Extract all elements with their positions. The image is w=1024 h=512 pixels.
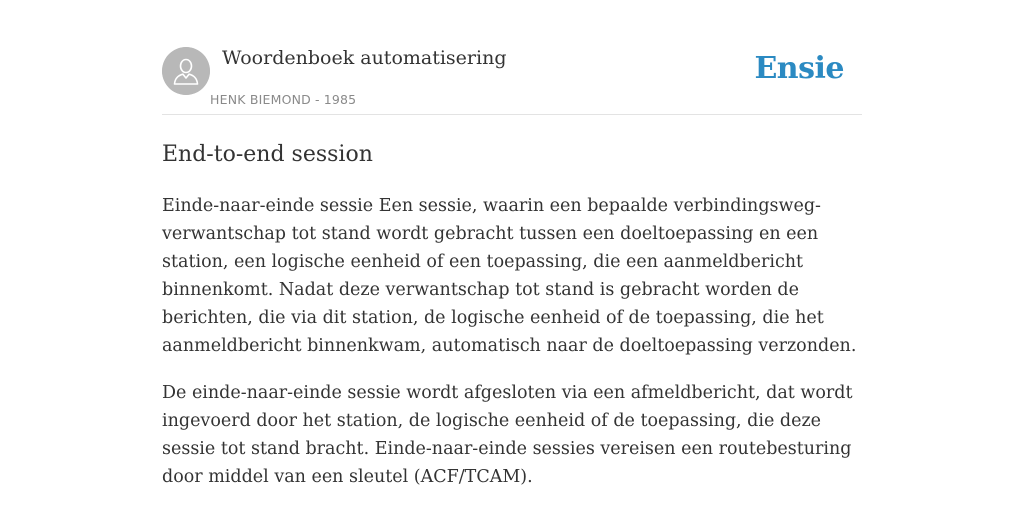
book-title[interactable]: Woordenboek automatisering (222, 47, 507, 69)
user-avatar-icon (162, 47, 210, 95)
brand-logo[interactable]: Ensie (754, 51, 844, 86)
entry-paragraph: Einde-naar-einde sessie Een sessie, waarin een bepaalde verbindingsweg-verwantschap tot stand wordt gebracht tussen een doeltoepassing en een station, een logische eenheid of een toepassing, die een aanmeldbericht binnenkomt. Nadat deze verwantschap tot stand is gebracht worden de berichten, die via dit station, de logische eenheid of de toepassing, die het aanmeldbericht binnenkwam, automatisch naar de doeltoepassing verzonden. (162, 196, 857, 356)
author-name[interactable]: HENK BIEMOND (210, 92, 311, 107)
byline-separator: - (314, 92, 320, 107)
entry-content (162, 192, 874, 510)
entry-title: End-to-end session (162, 142, 373, 167)
entry-paragraph: De einde-naar-einde sessie wordt afgesloten via een afmeldbericht, dat wordt ingevoerd door het station, de logische eenheid of de toepassing, die deze sessie tot stand bracht. Einde-naar-einde sessies vereisen een routebesturing door middel van een sleutel (ACF/TCAM). (162, 383, 853, 487)
byline (210, 92, 356, 108)
author-avatar[interactable] (162, 47, 210, 95)
publication-year: 1985 (323, 92, 357, 107)
header (162, 46, 862, 115)
